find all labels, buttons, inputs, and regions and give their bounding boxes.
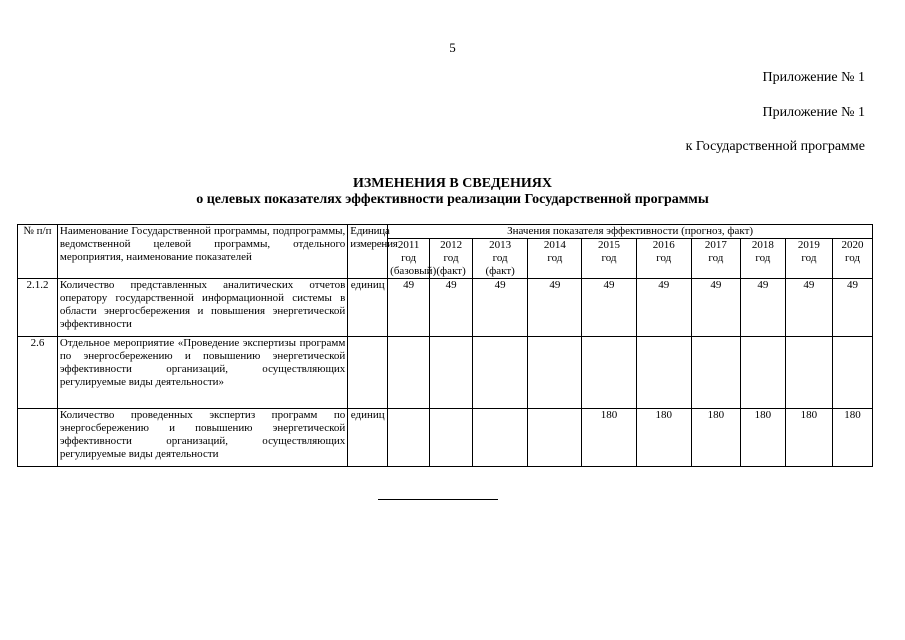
row-value bbox=[430, 409, 473, 467]
indicators-table bbox=[17, 224, 873, 467]
header-year: 2017 год bbox=[691, 239, 740, 279]
row-value: 49 bbox=[430, 279, 473, 337]
row-name: Количество представленных аналитических отчетов оператору государственной информационной системы в области энергосбережения и повышения энергетической эффективности bbox=[57, 279, 347, 337]
table-row bbox=[18, 409, 873, 467]
header-year: 2014 год bbox=[528, 239, 582, 279]
header-year: 2018 год bbox=[740, 239, 785, 279]
row-value bbox=[832, 337, 872, 409]
row-unit bbox=[348, 337, 388, 409]
row-value bbox=[785, 337, 832, 409]
row-value: 49 bbox=[785, 279, 832, 337]
row-value: 180 bbox=[691, 409, 740, 467]
row-value: 49 bbox=[691, 279, 740, 337]
row-value: 49 bbox=[636, 279, 691, 337]
row-value: 49 bbox=[582, 279, 636, 337]
header-year: 2013 год (факт) bbox=[473, 239, 528, 279]
row-value: 49 bbox=[832, 279, 872, 337]
header-year: 2020 год bbox=[832, 239, 872, 279]
row-value: 180 bbox=[582, 409, 636, 467]
row-value bbox=[430, 337, 473, 409]
header-year: 2012 год (факт) bbox=[430, 239, 473, 279]
header-year: 2011 год (базовый) bbox=[388, 239, 430, 279]
closing-rule bbox=[378, 499, 498, 500]
row-value bbox=[388, 337, 430, 409]
row-value: 49 bbox=[740, 279, 785, 337]
row-value bbox=[636, 337, 691, 409]
table-header-row bbox=[18, 225, 873, 239]
row-value bbox=[691, 337, 740, 409]
header-values-group: Значения показателя эффективности (прогноз, факт) bbox=[388, 225, 873, 239]
page-number: 5 bbox=[449, 40, 456, 55]
table-row bbox=[18, 279, 873, 337]
row-value: 180 bbox=[832, 409, 872, 467]
appendix-line-1: Приложение № 1 bbox=[762, 70, 865, 85]
row-value: 180 bbox=[740, 409, 785, 467]
row-value: 180 bbox=[636, 409, 691, 467]
header-year: 2015 год bbox=[582, 239, 636, 279]
row-value bbox=[740, 337, 785, 409]
row-num: 2.6 bbox=[18, 337, 58, 409]
table-row bbox=[18, 337, 873, 409]
row-unit: единиц bbox=[348, 409, 388, 467]
header-num: № п/п bbox=[18, 225, 58, 279]
row-value: 49 bbox=[473, 279, 528, 337]
document-subtitle: о целевых показателях эффективности реализации Государственной программы bbox=[196, 192, 709, 207]
row-value: 180 bbox=[785, 409, 832, 467]
document-title: ИЗМЕНЕНИЯ В СВЕДЕНИЯХ bbox=[352, 176, 553, 191]
row-value bbox=[473, 337, 528, 409]
appendix-line-3: к Государственной программе bbox=[685, 139, 865, 154]
row-num bbox=[18, 409, 58, 467]
row-value bbox=[528, 409, 582, 467]
header-unit: Единица измерения bbox=[348, 225, 388, 279]
row-name: Количество проведенных экспертиз программ по энергосбережению и повышению энергетической эффективности организаций, осуществляющих регулируемые виды деятельности bbox=[57, 409, 347, 467]
row-unit: единиц bbox=[348, 279, 388, 337]
header-year: 2019 год bbox=[785, 239, 832, 279]
row-value bbox=[473, 409, 528, 467]
appendix-line-2: Приложение № 1 bbox=[762, 105, 865, 120]
row-value: 49 bbox=[388, 279, 430, 337]
header-name: Наименование Государственной программы, подпрограммы, ведомственной целевой программы, отдельного мероприятия, наименование показателей bbox=[57, 225, 347, 279]
row-value bbox=[528, 337, 582, 409]
row-name: Отдельное мероприятие «Проведение экспертизы программ по энергосбережению и повышению энергетической эффективности организаций, осуществляющих регулируемые виды деятельности» bbox=[57, 337, 347, 409]
row-num: 2.1.2 bbox=[18, 279, 58, 337]
row-value: 49 bbox=[528, 279, 582, 337]
header-year: 2016 год bbox=[636, 239, 691, 279]
row-value bbox=[388, 409, 430, 467]
row-value bbox=[582, 337, 636, 409]
